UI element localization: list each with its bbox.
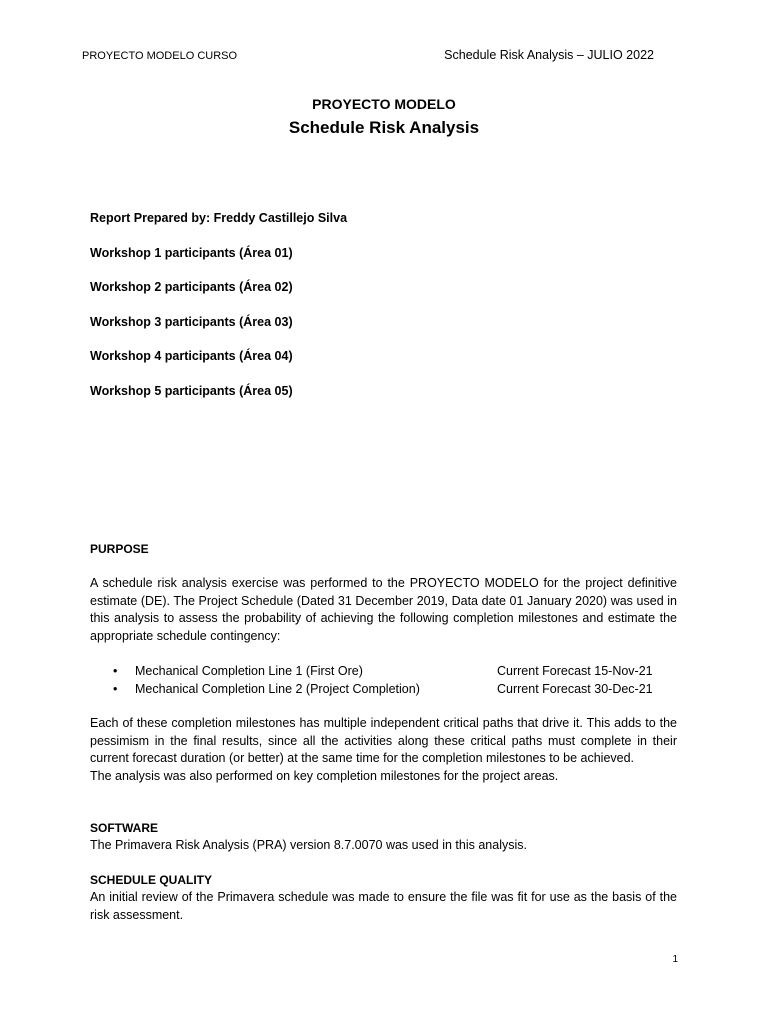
workshop-2: Workshop 2 participants (Área 02) xyxy=(90,280,293,294)
purpose-heading: PURPOSE xyxy=(90,542,149,556)
workshop-1: Workshop 1 participants (Área 01) xyxy=(90,246,293,260)
software-heading: SOFTWARE xyxy=(90,821,158,835)
document-title: Schedule Risk Analysis xyxy=(288,118,480,137)
header-project-name: PROYECTO MODELO CURSO xyxy=(82,50,238,62)
document-title-project: PROYECTO MODELO xyxy=(312,96,456,112)
purpose-body: Each of these completion milestones has multiple independent critical paths that drive it. This adds to the pessimism in the final results, since all the activities along these critical paths must complete in their current forecast duration (or better) at the same time for the completion milestones to be achieved. xyxy=(90,716,677,765)
schedule-quality-heading: SCHEDULE QUALITY xyxy=(90,873,213,887)
software-text: The Primavera Risk Analysis (PRA) version 8.7.0070 was used in this analysis. xyxy=(90,838,527,852)
bullet-icon: • xyxy=(113,681,118,696)
prepared-by: Report Prepared by: Freddy Castillejo Silva xyxy=(90,211,348,225)
milestone-forecast: Current Forecast 15-Nov-21 xyxy=(497,664,653,678)
list-item xyxy=(113,681,673,699)
workshop-4: Workshop 4 participants (Área 04) xyxy=(90,349,293,363)
page-number: 1 xyxy=(672,954,678,965)
milestone-name: Mechanical Completion Line 2 (Project Completion) xyxy=(135,681,420,696)
bullet-icon: • xyxy=(113,664,118,678)
milestone-forecast: Current Forecast 30-Dec-21 xyxy=(497,681,653,696)
purpose-body-2: The analysis was also performed on key completion milestones for the project areas. xyxy=(90,769,559,783)
list-item xyxy=(113,663,673,681)
workshop-5: Workshop 5 participants (Área 05) xyxy=(90,384,293,398)
milestone-name: Mechanical Completion Line 1 (First Ore) xyxy=(135,664,363,678)
purpose-intro: A schedule risk analysis exercise was performed to the PROYECTO MODELO for the project definitive estimate (DE). The Project Schedule (Dated 31 December 2019, Data date 01 January 2020) was used in this analysis to assess the probability of achieving the following completion milestones and estimate the appropriate schedule contingency: xyxy=(90,576,677,643)
header-document-title: Schedule Risk Analysis – JULIO 2022 xyxy=(444,48,654,62)
milestone-list xyxy=(113,663,673,698)
schedule-quality-text: An initial review of the Primavera schedule was made to ensure the file was fit for use as the basis of the risk assessment. xyxy=(90,890,677,922)
workshop-3: Workshop 3 participants (Área 03) xyxy=(90,315,293,329)
